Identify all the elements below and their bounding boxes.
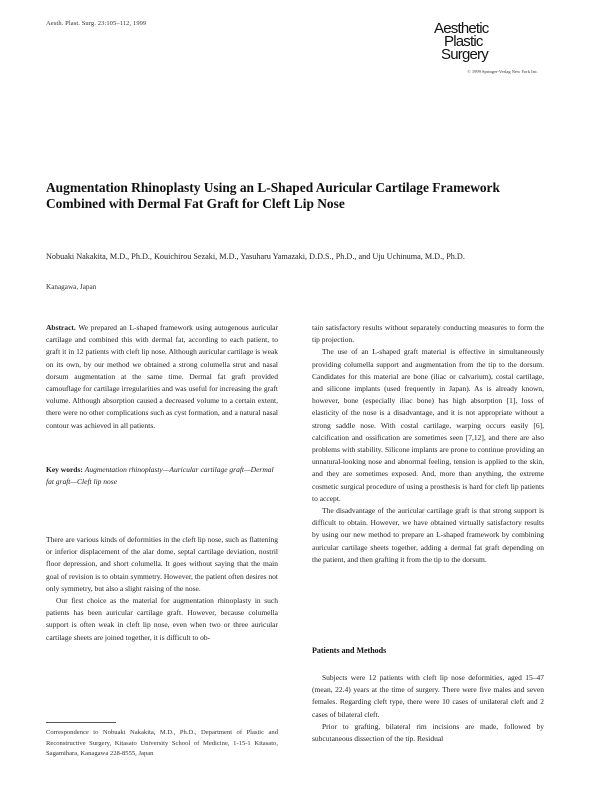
correspondence-footnote: Correspondence to Nobuaki Nakakita, M.D., Ph.D., Department of Plastic and Reconstructive Surgery, Kitasato University School of Medicine, 1-15-1 Kitasato, Sagamihara, Kanagawa 228-8555, Japan (46, 729, 278, 758)
right-column-body (312, 322, 544, 566)
methods-paragraph-1: Subjects were 12 patients with cleft lip nose deformities, aged 15–47 (mean, 22.4) years at the time of surgery. There were five males and seven females. Regarding cleft type, there were 10 cases of unilateral cleft and 2 cases of bilateral cleft. (312, 673, 544, 719)
abstract (46, 322, 278, 432)
introduction (46, 534, 278, 644)
author-location: Kanagawa, Japan (46, 283, 97, 291)
abstract-paragraph (46, 322, 278, 432)
journal-reference: Aesth. Plast. Surg. 23:105–112, 1999 (46, 20, 147, 27)
intro-paragraph-1: There are various kinds of deformities in the cleft lip nose, such as flattening or inferior displacement of the alar dome, septal cartilage deviation, nostril floor depression, and short columella. It goes without saying that the main goal of revision is to obtain symmetry. However, the patient often desires not only symmetry, but also a slight raising of the nose. (46, 535, 278, 593)
keywords-label: Key words: (46, 465, 83, 474)
intro-paragraph-2: Our first choice as the material for augmentation rhinoplasty in such patients has been auricular cartilage graft. However, because columella support is often weak in cleft lip nose, even when two or three auricular cartilage sheets are joined together, it is difficult to ob- (46, 596, 278, 642)
author-list: Nobuaki Nakakita, M.D., Ph.D., Kouichirou Sezaki, M.D., Yasuharu Yamazaki, D.D.S., Ph.D., and Uju Uchinuma, M.D., Ph.D. (46, 252, 465, 261)
copyright-notice: © 1999 Springer-Verlag New York Inc. (467, 69, 538, 74)
abstract-text: We prepared an L-shaped framework using autogenous auricular cartilage and combined this with dermal fat, according to each patient, to graft it in 12 patients with cleft lip nose. Although auricular cartilage is weak on its own, by our method we obtained a strong columella strut and nasal dorsum augmentation at the same time. Dermal fat graft provided camouflage for cartilage irregularities and was useful for increasing the graft volume. Although absorption caused a decreased volume to a certain extent, there were no other complications such as cyst formation, and a natural nasal contour was achieved in all patients. (46, 323, 278, 430)
methods-body (312, 672, 544, 745)
logo-line-2: Plastic (444, 33, 483, 50)
abstract-label: Abstract. (46, 323, 76, 332)
right-paragraph-1: The use of an L-shaped graft material is effective in simultaneously providing columella support and augmentation from the tip to the dorsum. Candidates for this material are bone (iliac or calvarium), costal cartilage, and silicone implants (used frequently in Japan). As is already known, however, bone (especially iliac bone) has high absorption [1], loss of elasticity of the nose is a disadvantage, and it is not appropriate without a strong saddle nose. With costal cartilage, warping occurs easily [6], calcification and ossification are sometimes seen [7,12], and there are also problems with stability. Silicone implants are prone to continue providing an unnatural-looking nose and abnormal feeling, tension is applied to the skin, and they are sometimes exposed. And, more than anything, the extreme cosmetic surgical procedure of using a prosthesis is hard for cleft lip patients to accept. (312, 347, 544, 503)
footnote-divider (46, 722, 116, 723)
journal-logo (434, 22, 522, 61)
right-paragraph-0: tain satisfactory results without separately conducting measures to form the tip projection. (312, 323, 544, 345)
methods-heading: Patients and Methods (312, 646, 387, 655)
logo-line-3: Surgery (441, 46, 488, 63)
logo-line-1: Aesthetic (434, 20, 489, 37)
keywords-text: Augmentation rhinoplasty—Auricular cartilage graft—Dermal fat graft—Cleft lip nose (46, 465, 274, 487)
right-paragraph-2: The disadvantage of the auricular cartilage graft is that strong support is difficult to obtain. However, we have obtained virtually satisfactory results by using our new method to prepare an L-shaped framework by combining auricular cartilage sheets together, adding a dermal fat graft depending on the patient, and then grafting it from the tip to the dorsum. (312, 506, 544, 564)
article-title: Augmentation Rhinoplasty Using an L-Shaped Auricular Cartilage Framework Combined with Dermal Fat Graft for Cleft Lip Nose (46, 180, 500, 211)
keywords (46, 464, 278, 488)
methods-paragraph-2: Prior to grafting, bilateral rim incisions are made, followed by subcutaneous dissection of the tip. Residual (312, 721, 544, 744)
